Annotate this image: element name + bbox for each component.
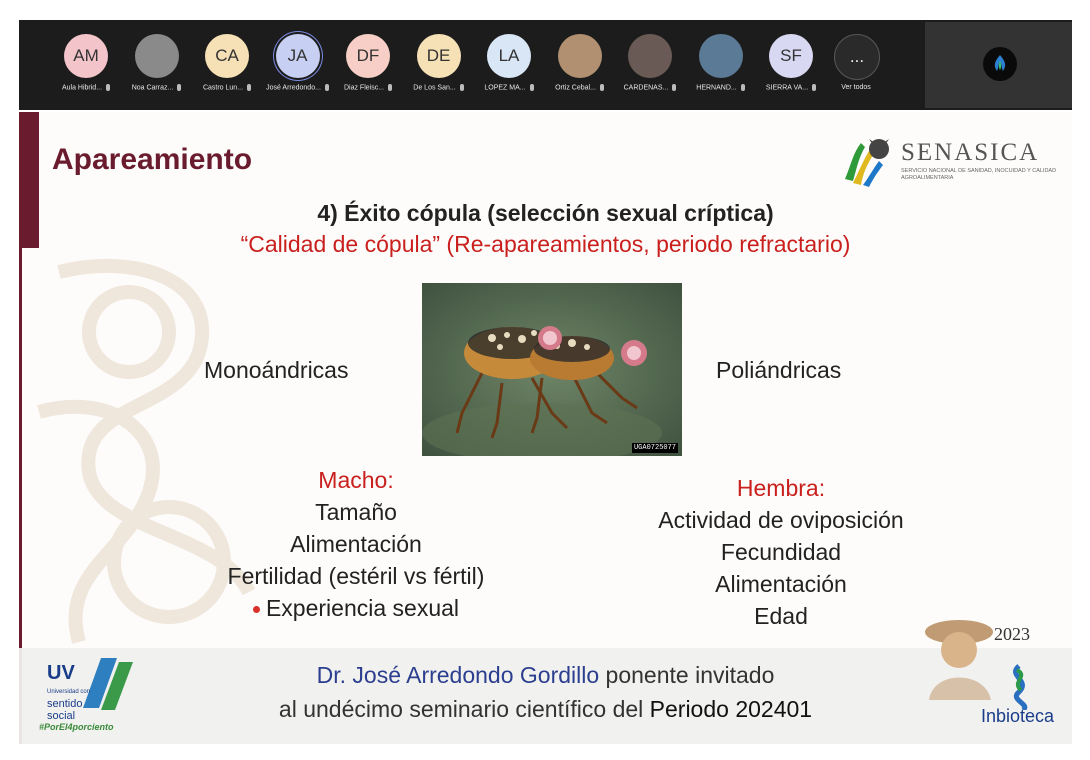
inbioteca-logo xyxy=(919,610,1069,740)
participant-name-text: Aula Hibrid... xyxy=(61,84,103,92)
participant-name-text: Castro Lun... xyxy=(202,84,244,92)
participant-name xyxy=(545,84,615,91)
participant-name xyxy=(263,84,333,91)
speaker-line xyxy=(19,662,1072,689)
senasica-name: SENASICA xyxy=(901,139,1040,166)
participant-name-text: SIERRA VA... xyxy=(765,84,809,92)
participant-tile[interactable] xyxy=(51,34,121,104)
male-title: Macho: xyxy=(318,467,394,493)
speaker-banner xyxy=(19,648,1072,744)
laser-pointer-icon xyxy=(253,606,260,613)
participant-avatar: SF xyxy=(769,34,813,78)
participant-tile[interactable] xyxy=(686,34,756,104)
male-factors-list xyxy=(171,464,541,624)
participant-name xyxy=(404,84,474,91)
male-item: Alimentación xyxy=(290,531,422,557)
senasica-logo xyxy=(839,135,1059,191)
male-item: Tamaño xyxy=(315,499,397,525)
mic-muted-icon xyxy=(812,84,816,91)
participant-tile[interactable] xyxy=(122,34,192,104)
mic-muted-icon xyxy=(600,84,604,91)
participant-name-text: Noa Carraz... xyxy=(131,84,174,92)
participant-tile[interactable] xyxy=(263,34,333,104)
participant-tile[interactable] xyxy=(333,34,403,104)
participant-name xyxy=(686,84,756,91)
participant-avatar: CA xyxy=(205,34,249,78)
mic-muted-icon xyxy=(388,84,392,91)
participant-avatar: AM xyxy=(64,34,108,78)
inbioteca-label: Inbioteca xyxy=(981,706,1055,726)
participant-avatar: DE xyxy=(417,34,461,78)
slide-heading: 4) Éxito cópula (selección sexual críptica) xyxy=(317,200,774,226)
participant-tile[interactable] xyxy=(192,34,262,104)
uv-hashtag: #PorEl4porciento xyxy=(39,722,114,732)
slide-title: Apareamiento xyxy=(52,143,253,176)
presentation-slide xyxy=(19,112,1072,744)
male-item: Experiencia sexual xyxy=(265,595,460,621)
participant-name-text: Ortiz Cebal... xyxy=(555,84,596,92)
meeting-participant-bar xyxy=(19,20,1072,110)
participant-name xyxy=(122,84,192,91)
more-label: Ver todos xyxy=(841,84,871,91)
senasica-subtitle: SERVICIO NACIONAL DE SANIDAD, INOCUIDAD Y CALIDAD AGROALIMENTARIA xyxy=(901,168,1057,181)
female-item: Actividad de oviposición xyxy=(658,507,904,533)
mating-flies-photo xyxy=(422,283,682,456)
participant-name xyxy=(333,84,403,91)
mic-muted-icon xyxy=(672,84,676,91)
male-item-with-pointer xyxy=(171,592,541,624)
female-item: Edad xyxy=(754,603,808,629)
monoandricas-label: Monoándricas xyxy=(204,357,349,383)
mic-muted-icon xyxy=(530,84,534,91)
slide-subheading: “Calidad de cópula” (Re-apareamientos, periodo refractario) xyxy=(240,231,851,257)
participant-tile[interactable] xyxy=(756,34,826,104)
seminar-period: Periodo 202401 xyxy=(649,696,813,722)
participant-photo xyxy=(135,34,179,78)
seminar-text: al undécimo seminario científico del xyxy=(278,696,650,722)
participant-name-text: HERNAND... xyxy=(696,84,737,92)
participant-tile[interactable] xyxy=(404,34,474,104)
mic-muted-icon xyxy=(741,84,745,91)
senasica-emblem-icon xyxy=(839,135,895,187)
slide-accent-bar xyxy=(19,112,39,248)
mic-muted-icon xyxy=(106,84,110,91)
self-logo-icon xyxy=(983,47,1017,81)
self-video-tile[interactable] xyxy=(925,22,1072,108)
participant-name xyxy=(756,84,826,91)
seminar-line xyxy=(19,696,1072,723)
participant-name xyxy=(192,84,262,91)
female-item: Fecundidad xyxy=(720,539,842,565)
uv-logo-text: UV xyxy=(47,662,75,684)
mic-muted-icon xyxy=(325,84,329,91)
participant-name xyxy=(51,84,121,91)
participant-photo xyxy=(699,34,743,78)
participant-name-text: CARDENAS... xyxy=(623,84,669,92)
more-icon: ... xyxy=(834,34,880,80)
participant-name xyxy=(615,84,685,91)
speaker-role: ponente invitado xyxy=(599,662,775,688)
year-label: 2023 xyxy=(994,624,1030,644)
uv-tagline-line: social xyxy=(47,710,76,722)
female-item: Alimentación xyxy=(715,571,847,597)
participant-photo xyxy=(558,34,602,78)
mic-muted-icon xyxy=(177,84,181,91)
participant-photo xyxy=(628,34,672,78)
participant-name-text: Diaz Fleisc... xyxy=(343,84,385,92)
participant-name-text: LOPEZ MA... xyxy=(484,84,526,92)
female-factors-list xyxy=(601,472,961,632)
mic-muted-icon xyxy=(460,84,464,91)
poliandricas-label: Poliándricas xyxy=(716,357,842,383)
photo-credit-tag: UGA0725077 xyxy=(633,444,676,452)
speaker-name: Dr. José Arredondo Gordillo xyxy=(316,662,600,688)
participant-avatar: DF xyxy=(346,34,390,78)
participant-name-text: José Arredondo... xyxy=(266,84,321,92)
participant-name-text: De Los San... xyxy=(413,84,456,92)
participant-tile[interactable] xyxy=(474,34,544,104)
uv-tagline-line: sentido xyxy=(47,698,83,710)
participant-tile[interactable] xyxy=(545,34,615,104)
mic-muted-icon xyxy=(247,84,251,91)
uv-tagline-line: Universidad con xyxy=(47,689,91,695)
participant-name xyxy=(474,84,544,91)
female-title: Hembra: xyxy=(736,475,826,501)
participant-avatar: LA xyxy=(487,34,531,78)
male-item: Fertilidad (estéril vs fértil) xyxy=(227,563,485,589)
more-participants-button[interactable] xyxy=(821,34,891,104)
participant-tile[interactable] xyxy=(615,34,685,104)
participant-avatar: JA xyxy=(276,34,320,78)
